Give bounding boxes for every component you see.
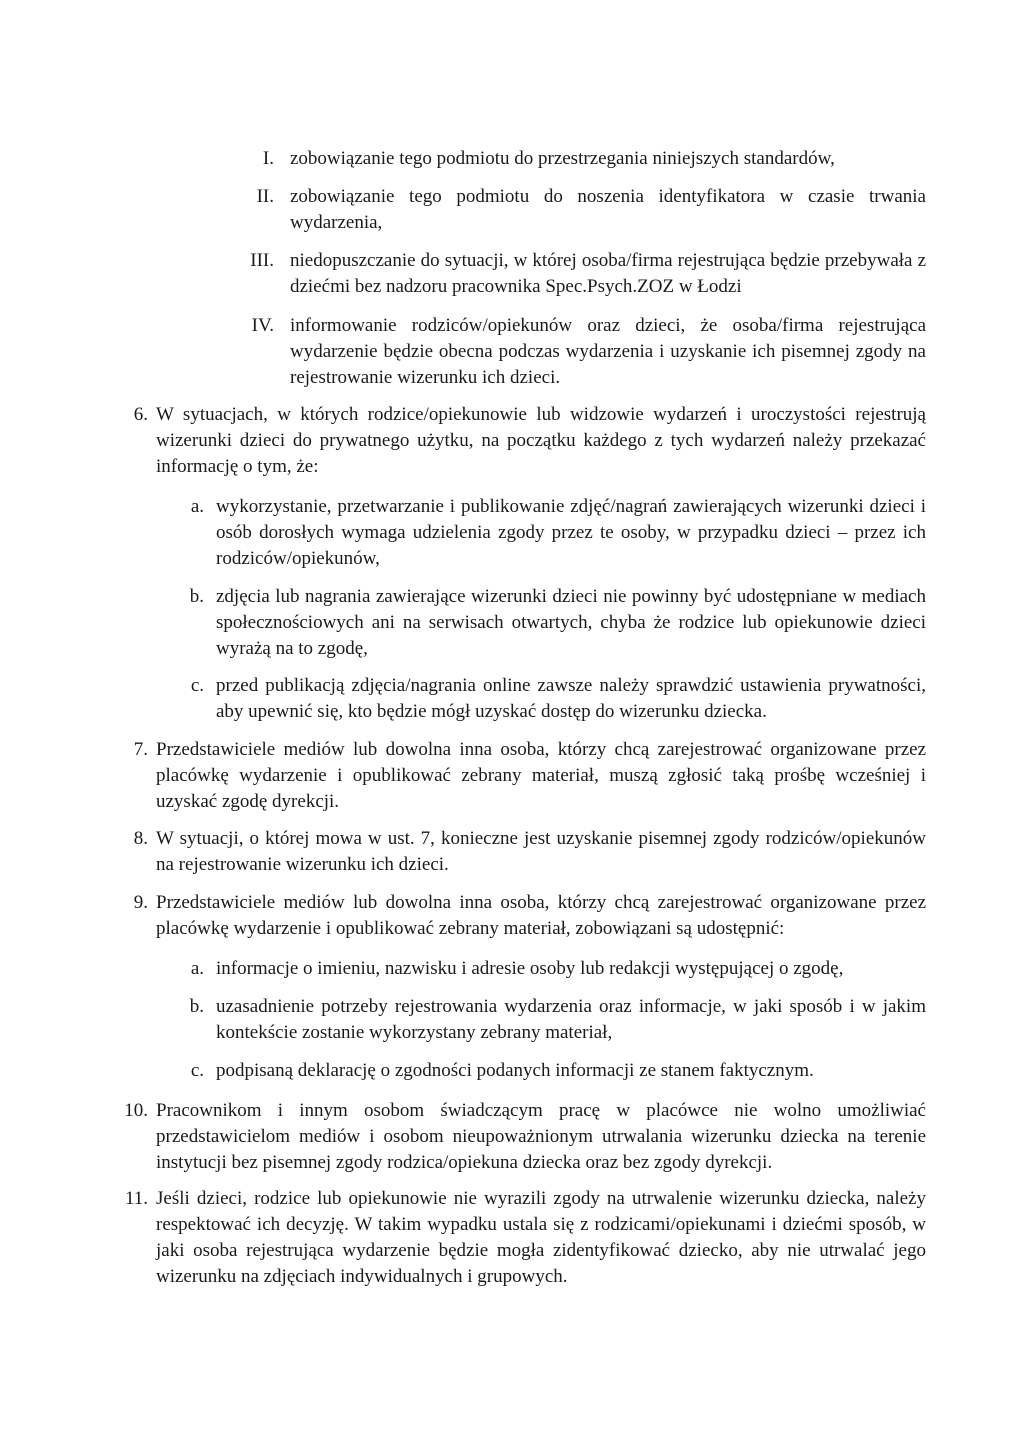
point-9-sub-b bbox=[189, 994, 926, 1046]
roman-item-text: zobowiązanie tego podmiotu do noszenia identyfikatora w czasie trwania wydarzenia, bbox=[290, 186, 926, 233]
sub-text: uzasadnienie potrzeby rejestrowania wydarzenia oraz informacje, w jaki sposób i w jakim kontekście zostanie wykorzystany zebrany materiał, bbox=[216, 996, 926, 1043]
sub-text: podpisaną deklarację o zgodności podanych informacji ze stanem faktycznym. bbox=[216, 1060, 814, 1081]
point-8 bbox=[133, 826, 926, 878]
sub-text: przed publikacją zdjęcia/nagrania online zawsze należy sprawdzić ustawienia prywatności, aby upewnić się, kto będzie mógł uzyskać dostęp do wizerunku dziecka. bbox=[216, 675, 926, 722]
point-text: Przedstawiciele mediów lub dowolna inna osoba, którzy chcą zarejestrować organizowane przez placówkę wydarzenie i opublikować zebrany materiał, muszą zgłosić taką prośbę wcześniej i uzyskać zgodę dyrekcji. bbox=[156, 739, 926, 812]
point-9-sub-c bbox=[190, 1058, 926, 1084]
point-9-sub-a bbox=[190, 956, 926, 982]
sub-letter: c. bbox=[190, 675, 204, 696]
point-6-sub-b bbox=[189, 584, 926, 662]
point-text: Przedstawiciele mediów lub dowolna inna osoba, którzy chcą zarejestrować organizowane przez placówkę wydarzenie i opublikować zebrany materiał, zobowiązani są udostępnić: bbox=[156, 892, 926, 939]
point-number: 6. bbox=[133, 404, 148, 425]
point-text: W sytuacjach, w których rodzice/opiekunowie lub widzowie wydarzeń i uroczystości rejestrują wizerunki dzieci do prywatnego użytku, na początku każdego z tych wydarzeń należy przekazać informację o tym, że: bbox=[156, 404, 926, 477]
point-6 bbox=[133, 402, 926, 480]
sub-letter: b. bbox=[189, 996, 204, 1017]
roman-item-text: zobowiązanie tego podmiotu do przestrzegania niniejszych standardów, bbox=[290, 148, 835, 169]
point-text: Pracownikom i innym osobom świadczącym pracę w placówce nie wolno umożliwiać przedstawicielom mediów i osobom nieupoważnionym utrwalania wizerunku dziecka na terenie instytucji bez pisemnej zgody rodzica/opiekuna dziecka oraz bez zgody dyrekcji. bbox=[156, 1100, 926, 1173]
sub-letter: b. bbox=[189, 586, 204, 607]
point-6-sub-a bbox=[190, 494, 926, 572]
sub-text: wykorzystanie, przetwarzanie i publikowanie zdjęć/nagrań zawierających wizerunki dzieci i osób dorosłych wymaga udzielenia zgody przez te osoby, w przypadku dzieci – przez ich rodziców/opiekunów, bbox=[216, 496, 926, 569]
sub-letter: a. bbox=[190, 496, 204, 517]
roman-numeral: IV. bbox=[251, 315, 274, 336]
point-6-sub-c bbox=[190, 673, 926, 725]
point-text: W sytuacji, o której mowa w ust. 7, konieczne jest uzyskanie pisemnej zgody rodziców/opiekunów na rejestrowanie wizerunku ich dzieci. bbox=[156, 828, 926, 875]
point-number: 10. bbox=[124, 1100, 148, 1121]
point-11 bbox=[124, 1186, 926, 1290]
roman-item-3 bbox=[250, 248, 926, 300]
roman-item-text: informowanie rodziców/opiekunów oraz dzieci, że osoba/firma rejestrująca wydarzenie będzie obecna podczas wydarzenia i uzyskanie ich pisemnej zgody na rejestrowanie wizerunku ich dzieci. bbox=[290, 315, 926, 388]
point-7 bbox=[133, 737, 926, 815]
roman-item-2 bbox=[256, 184, 926, 236]
sub-letter: c. bbox=[190, 1060, 204, 1081]
roman-numeral: II. bbox=[256, 186, 274, 207]
point-text: Jeśli dzieci, rodzice lub opiekunowie nie wyrazili zgody na utrwalenie wizerunku dziecka, należy respektować ich decyzję. W takim wypadku ustala się z rodzicami/opiekunami i dziećmi sposób, w jaki osoba rejestrująca wydarzenie będzie mogła zidentyfikować dziecko, aby nie utrwalać jego wizerunku na zdjęciach indywidualnych i grupowych. bbox=[156, 1188, 926, 1287]
point-number: 11. bbox=[124, 1188, 148, 1209]
sub-text: zdjęcia lub nagrania zawierające wizerunki dzieci nie powinny być udostępniane w mediach społecznościowych ani na serwisach otwartych, chyba że rodzice lub opiekunowie dzieci wyrażą na to zgodę, bbox=[216, 586, 926, 659]
roman-item-text: niedopuszczanie do sytuacji, w której osoba/firma rejestrująca będzie przebywała z dziećmi bez nadzoru pracownika Spec.Psych.ZOZ w Łodzi bbox=[290, 250, 926, 297]
point-number: 7. bbox=[133, 739, 148, 760]
sub-letter: a. bbox=[190, 958, 204, 979]
point-9 bbox=[133, 890, 926, 942]
roman-numeral: I. bbox=[262, 148, 274, 169]
roman-item-4 bbox=[251, 313, 926, 391]
point-10 bbox=[124, 1098, 926, 1176]
point-number: 8. bbox=[133, 828, 148, 849]
roman-item-1 bbox=[262, 146, 926, 172]
sub-text: informacje o imieniu, nazwisku i adresie osoby lub redakcji występującej o zgodę, bbox=[216, 958, 844, 979]
point-number: 9. bbox=[133, 892, 148, 913]
roman-numeral: III. bbox=[250, 250, 274, 271]
